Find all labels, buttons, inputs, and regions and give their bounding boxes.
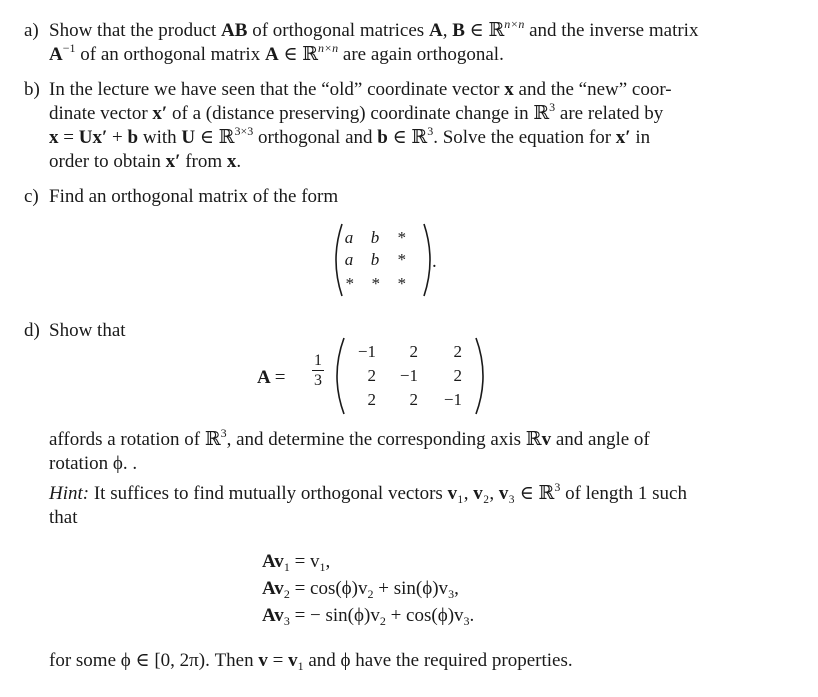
equals: =: [274, 367, 286, 388]
matrix-cell: 2: [367, 366, 376, 385]
text: =: [58, 127, 79, 148]
text: +: [107, 127, 128, 148]
hint-line-2: that: [49, 507, 78, 528]
vector-x-prime: x′: [165, 151, 181, 172]
text: .: [236, 151, 242, 172]
text: ∈ ℝ: [195, 127, 235, 148]
vector-x: x: [226, 151, 237, 172]
eq-lhs: Av: [262, 551, 284, 572]
matrix-cell: *: [344, 274, 354, 293]
text: of length 1 such: [560, 483, 687, 504]
matrix-cell: 2: [409, 342, 418, 361]
matrix-cell: *: [396, 250, 406, 269]
text: in: [630, 127, 651, 148]
vector-v: v: [258, 650, 268, 671]
text: of a (distance preserving) coordinate change in ℝ: [167, 103, 550, 124]
part-a-line-2: [49, 43, 504, 67]
vector-x-prime: x′: [152, 103, 168, 124]
part-b-line-1: [49, 78, 672, 102]
subscript: 2: [283, 587, 290, 601]
part-d-line-1: [49, 428, 650, 452]
text: + cos(ϕ)v: [385, 605, 464, 626]
eq-rhs: = v: [289, 551, 320, 572]
eq-rhs: = − sin(ϕ)v: [289, 605, 380, 626]
superscript: n×n: [318, 41, 339, 55]
text: affords a rotation of ℝ: [49, 429, 221, 450]
vector-b: b: [377, 127, 388, 148]
equation-1: [262, 550, 330, 574]
matrix-a: A: [428, 20, 443, 41]
text: and the inverse matrix: [524, 20, 699, 41]
text: , and determine the corresponding axis ℝ: [226, 429, 542, 450]
subscript: 3: [448, 587, 455, 601]
matrix-cell: 2: [453, 366, 462, 385]
eq-lhs: Av: [262, 578, 284, 599]
matrix-ab: AB: [221, 20, 248, 41]
matrix-cell: b: [370, 228, 380, 247]
hint-line-1: [49, 482, 687, 506]
equation-3: [262, 604, 474, 628]
subscript: 1: [319, 560, 326, 574]
vector-v2: v: [473, 483, 483, 504]
text: ∈ ℝ: [387, 127, 428, 148]
part-b-line-4: [49, 150, 241, 174]
text: of an orthogonal matrix: [75, 44, 265, 65]
text: ,: [325, 551, 331, 572]
fraction-numerator: 1: [314, 352, 322, 369]
vector-x-prime: x′: [615, 127, 631, 148]
equation-2: [262, 577, 459, 601]
superscript: 3: [549, 100, 556, 114]
final-line: [49, 649, 573, 673]
text: Show that the product: [49, 20, 222, 41]
vector-x: x: [504, 79, 514, 100]
text: It suffices to find mutually orthogonal vectors: [89, 483, 448, 504]
fraction-denominator: 3: [314, 372, 322, 389]
text: are related by: [555, 103, 664, 124]
matrix-cell: 2: [453, 342, 462, 361]
matrix-d: [330, 336, 490, 416]
text: =: [267, 650, 289, 671]
text: of orthogonal matrices: [247, 20, 429, 41]
matrix-cell: 2: [367, 390, 376, 409]
subscript: 2: [379, 614, 386, 628]
text: ₁,: [457, 483, 474, 504]
text: for some ϕ ∈ [0, 2π). Then: [49, 650, 259, 671]
part-a-line-1: [49, 19, 698, 43]
vector-v1: v: [288, 650, 298, 671]
part-d-label: d): [24, 320, 40, 341]
part-a-label: a): [24, 20, 39, 41]
part-d-text: Show that: [49, 320, 126, 341]
vector-v: v: [541, 429, 552, 450]
subscript: 2: [367, 587, 374, 601]
term-ux: Ux′: [78, 127, 108, 148]
subscript: 3: [463, 614, 470, 628]
part-d-line-2: rotation ϕ. .: [49, 453, 138, 474]
matrix-c: [330, 220, 440, 300]
vector-b: b: [127, 127, 139, 148]
text: order to obtain: [49, 151, 166, 172]
matrix-cell: −1: [357, 342, 376, 361]
matrix-a: A: [49, 44, 63, 65]
matrix-b: B: [452, 20, 465, 41]
eq-rhs: = cos(ϕ)v: [289, 578, 368, 599]
matrix-cell: a: [344, 228, 354, 247]
vector-v1: v: [447, 483, 458, 504]
matrix-cell: b: [370, 250, 380, 269]
part-b-line-3: [49, 126, 650, 150]
subscript: 3: [283, 614, 290, 628]
fraction-bar: [312, 370, 324, 371]
text: ,: [442, 20, 453, 41]
matrix-cell: −1: [443, 390, 462, 409]
part-b-label: b): [24, 79, 40, 100]
subscript: 1: [283, 560, 290, 574]
fraction-one-third: [312, 352, 324, 390]
text: and the “new” coor-: [513, 79, 672, 100]
matrix-cell: −1: [399, 366, 418, 385]
subscript: 1: [297, 659, 304, 673]
text: are again orthogonal.: [338, 44, 504, 65]
text: ₃ ∈ ℝ: [508, 483, 555, 504]
matrix-cell: 2: [409, 390, 418, 409]
part-c-label: c): [24, 186, 39, 207]
text: ₂,: [482, 483, 499, 504]
text: .: [469, 605, 475, 626]
vector-v3: v: [498, 483, 509, 504]
text: . Solve the equation for: [433, 127, 616, 148]
text: with: [138, 127, 182, 148]
text: orthogonal and: [253, 127, 378, 148]
superscript: −1: [62, 41, 76, 55]
superscript: 3×3: [234, 124, 254, 138]
superscript: 3: [427, 124, 434, 138]
matrix-u: U: [181, 127, 196, 148]
text: + sin(ϕ)v: [373, 578, 449, 599]
matrix-a: A: [257, 367, 271, 388]
text: and ϕ have the required properties.: [303, 650, 573, 671]
text: and angle of: [551, 429, 650, 450]
part-c-text: Find an orthogonal matrix of the form: [49, 186, 339, 207]
text: In the lecture we have seen that the “old” coordinate vector: [49, 79, 505, 100]
matrix-a-symbol: [257, 366, 285, 390]
text: ∈ ℝ: [464, 20, 505, 41]
matrix-a: A: [264, 44, 279, 65]
matrix-cell: *: [396, 228, 406, 247]
matrix-cell: *: [396, 274, 406, 293]
hint-label: Hint:: [49, 483, 90, 504]
vector-x: x: [49, 127, 59, 148]
text: ,: [454, 578, 459, 599]
superscript: n×n: [504, 17, 525, 31]
matrix-cell: *: [370, 274, 380, 293]
matrix-cell: a: [344, 250, 354, 269]
eq-lhs: Av: [262, 605, 284, 626]
superscript: 3: [220, 426, 227, 440]
matrix-c-period: .: [432, 251, 437, 272]
text: dinate vector: [49, 103, 153, 124]
part-b-line-2: [49, 102, 663, 126]
text: ∈ ℝ: [278, 44, 319, 65]
superscript: 3: [554, 480, 561, 494]
text: from: [180, 151, 227, 172]
